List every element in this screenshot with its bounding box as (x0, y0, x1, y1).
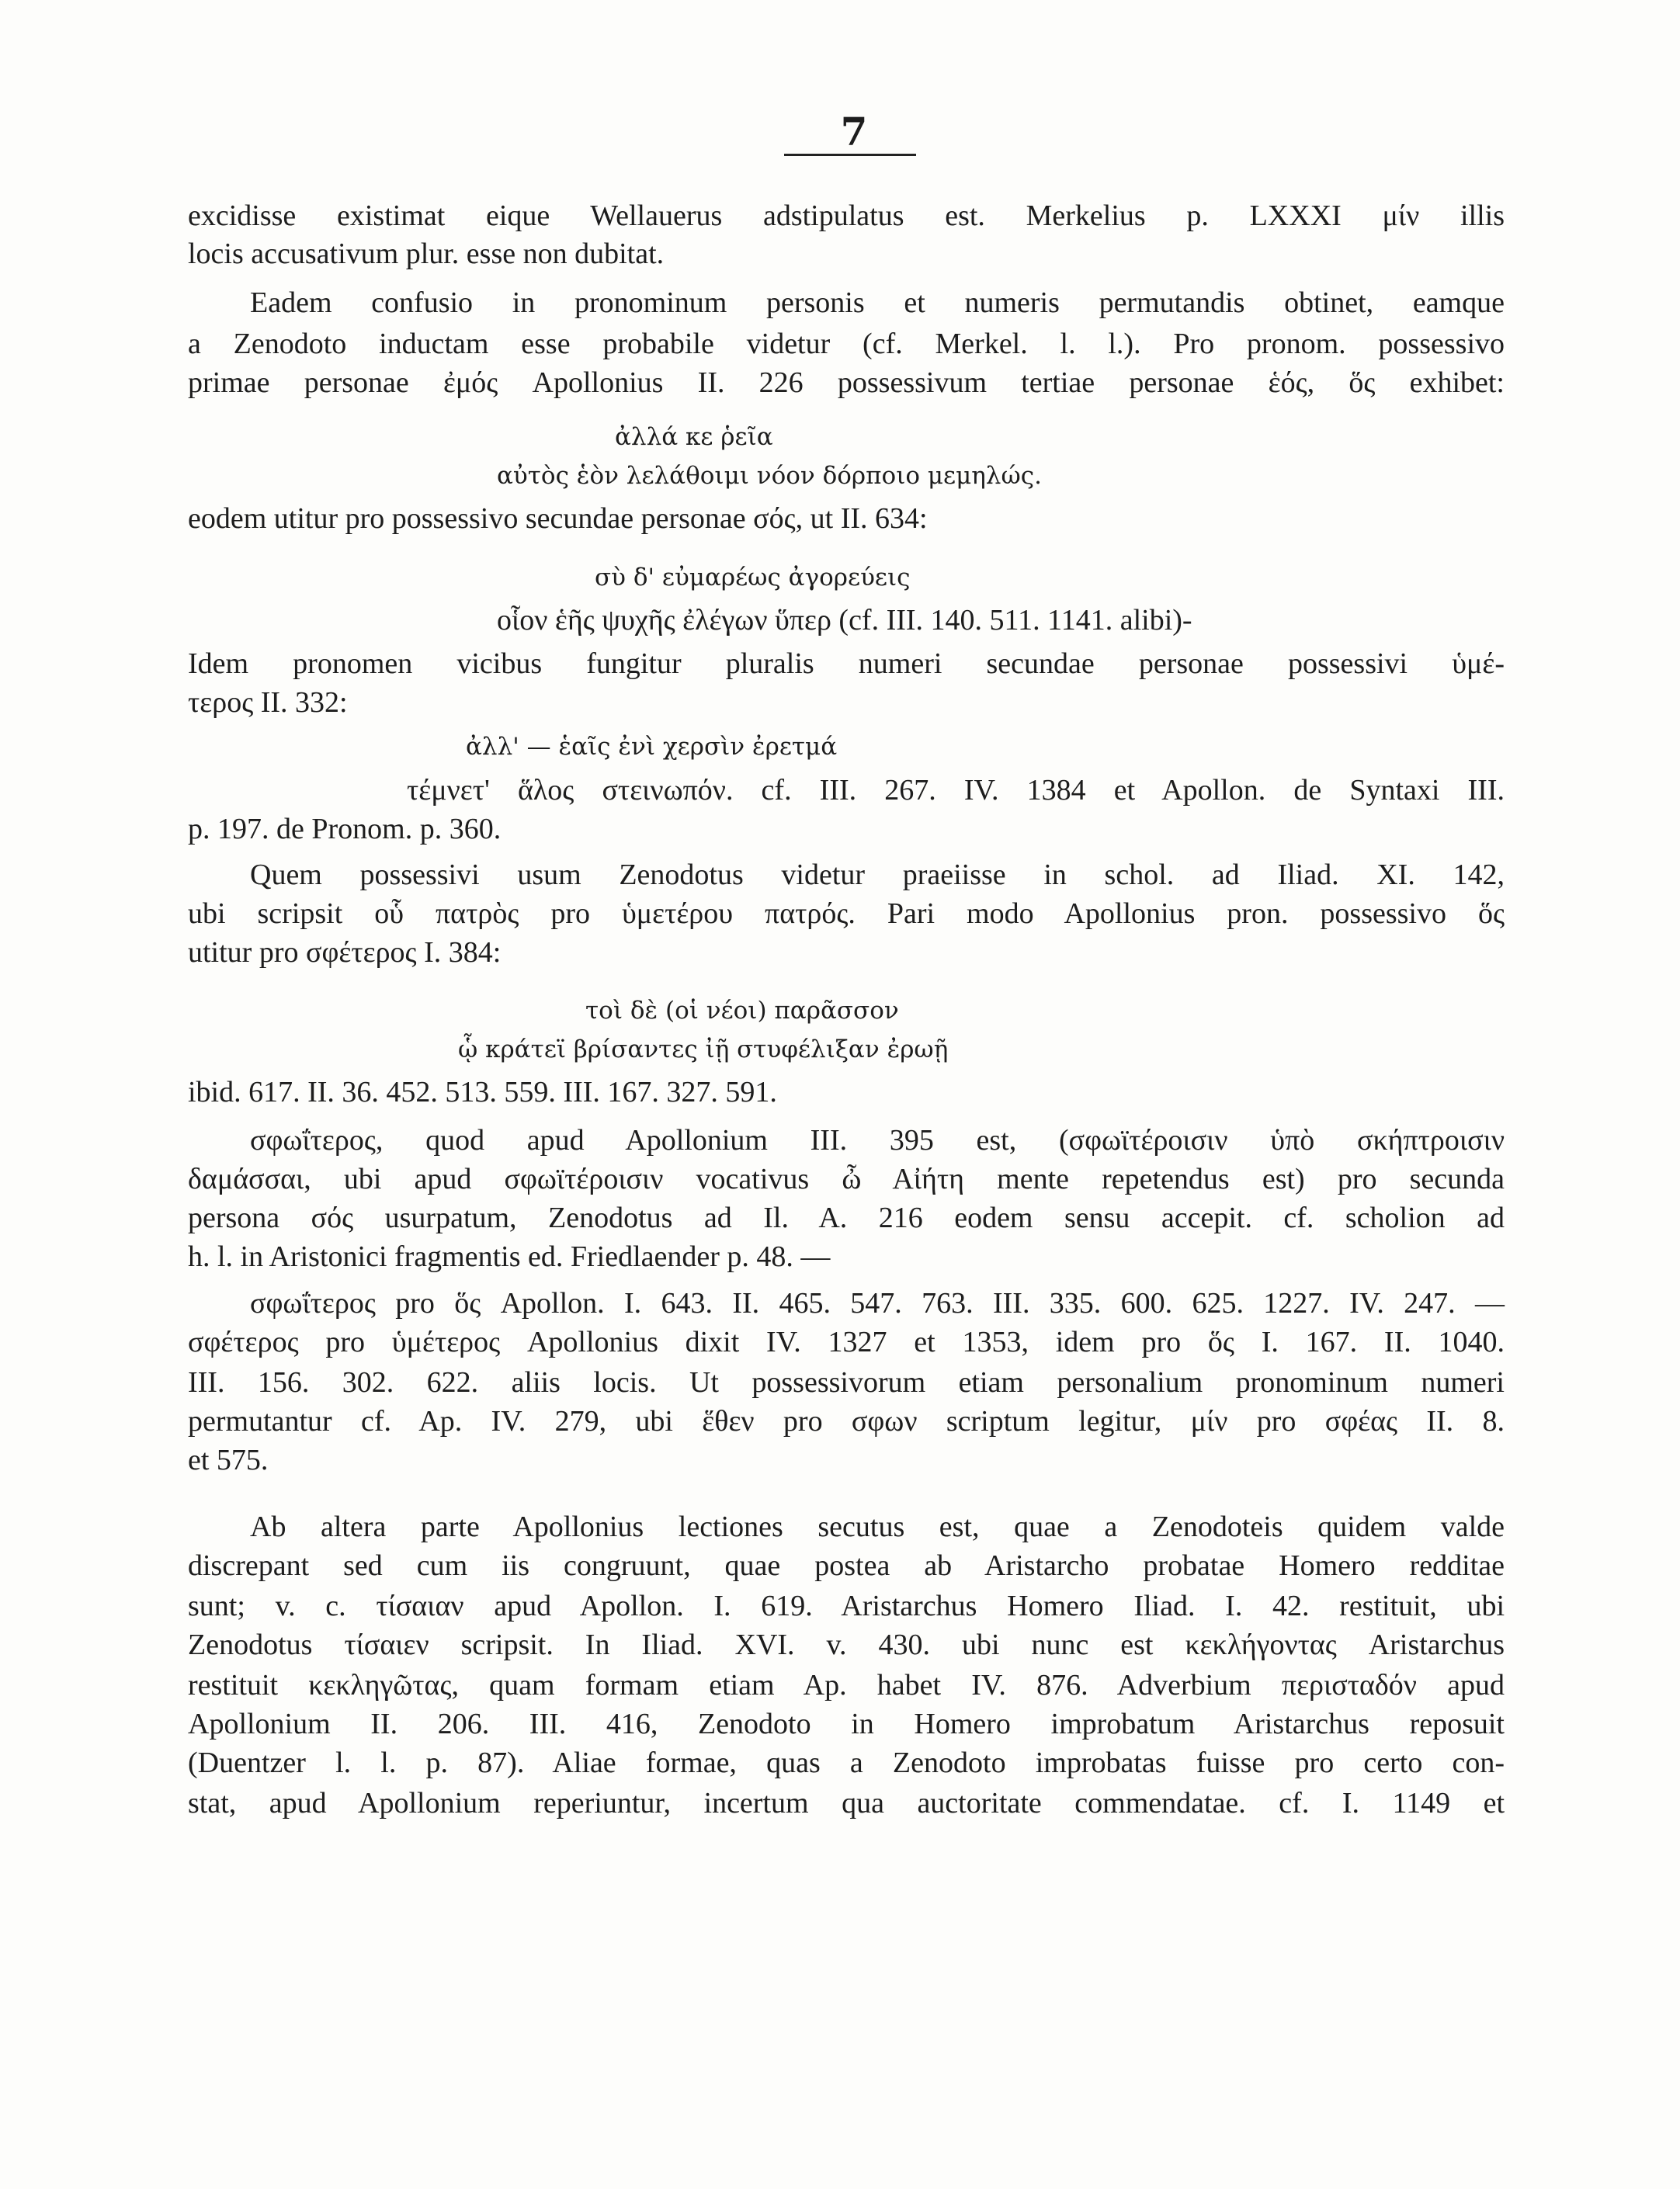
text-line: excidisse existimat eique Wellauerus adstipulatus est. Merkelius p. LXXXI μίν illis (188, 199, 1505, 232)
text-line: primae personae ἐμός Apollonius II. 226 possessivum tertiae personae ἑός, ὅς exhibet: (188, 366, 1505, 399)
text-line: discrepant sed cum iis congruunt, quae postea ab Aristarcho probatae Homero redditae (188, 1549, 1505, 1582)
text-line: Quem possessivi usum Zenodotus videtur praeiisse in schol. ad Iliad. XI. 142, (250, 859, 1505, 891)
text-line: a Zenodoto inductam esse probabile videtur (cf. Merkel. l. l.). Pro pronom. possessivo (188, 328, 1505, 360)
text-line: (Duentzer l. l. p. 87). Aliae formae, quas a Zenodoto improbatas fuisse pro certo con- (188, 1747, 1505, 1779)
page-number-rule (784, 154, 916, 156)
text-line: III. 156. 302. 622. aliis locis. Ut possessivorum etiam personalium pronominum numeri (188, 1366, 1505, 1399)
greek-quote-line: σὺ δ' εὐμαρέως ἀγορεύεις (595, 564, 911, 591)
text-line: σφωΐτερος pro ὅς Apollon. I. 643. II. 465. 547. 763. III. 335. 600. 625. 1227. IV. 247. — (250, 1287, 1505, 1320)
greek-quote-line: ἀλλ' — ἑαῖς ἐνὶ χερσὶν ἐρετμά (466, 733, 838, 761)
text-line: persona σός usurpatum, Zenodotus ad Il. A. 216 eodem sensu accepit. cf. scholion ad (188, 1202, 1505, 1234)
text-line: τερος II. 332: (188, 686, 348, 719)
text-line: Ab altera parte Apollonius lectiones secutus est, quae a Zenodoteis quidem valde (250, 1511, 1505, 1543)
greek-quote-line: τοὶ δὲ (οἱ νέοι) παρᾶσσον (585, 997, 899, 1025)
text-line: ubi scripsit οὗ πατρὸς pro ὑμετέρου πατρός. Pari modo Apollonius pron. possessivo ὅς (188, 897, 1505, 930)
text-line: Eadem confusio in pronominum personis et numeris permutandis obtinet, eamque (250, 286, 1505, 319)
text-line: τέμνετ' ἅλος στεινωπόν. cf. III. 267. IV. 1384 et Apollon. de Syntaxi III. (407, 774, 1505, 807)
text-line: Zenodotus τίσαιεν scripsit. In Iliad. XVI. v. 430. ubi nunc est κεκλήγοντας Aristarchus (188, 1629, 1505, 1661)
greek-quote-line: ἀλλά κε ῥεῖα (615, 423, 773, 451)
text-line: p. 197. de Pronom. p. 360. (188, 813, 502, 845)
text-line: σφέτερος pro ὑμέτερος Apollonius dixit IV. 1327 et 1353, idem pro ὅς I. 167. II. 1040. (188, 1326, 1505, 1358)
greek-quote-line: ᾧ κράτεϊ βρίσαντες ἰῇ στυφέλιξαν ἐρωῇ (458, 1036, 949, 1063)
text-line: Apollonium II. 206. III. 416, Zenodoto in Homero improbatum Aristarchus reposuit (188, 1708, 1505, 1740)
text-line: h. l. in Aristonici fragmentis ed. Friedlaender p. 48. — (188, 1240, 831, 1273)
text-line: ibid. 617. II. 36. 452. 513. 559. III. 167. 327. 591. (188, 1076, 777, 1108)
text-line: utitur pro σφέτερος I. 384: (188, 936, 502, 969)
text-line: δαμάσσαι, ubi apud σφωϊτέροισιν vocativus ὦ Αἰήτη mente repetendus est) pro secunda (188, 1163, 1505, 1195)
text-line: locis accusativum plur. esse non dubitat. (188, 238, 665, 270)
text-line: et 575. (188, 1444, 269, 1476)
text-line: σφωΐτερος, quod apud Apollonium III. 395 est, (σφωϊτέροισιν ὑπὸ σκήπτροισιν (250, 1124, 1505, 1157)
text-line: eodem utitur pro possessivo secundae personae σός, ut II. 634: (188, 502, 928, 535)
text-line: stat, apud Apollonium reperiuntur, incertum qua auctoritate commendatae. cf. I. 1149 et (188, 1787, 1505, 1820)
text-line: sunt; v. c. τίσαιαν apud Apollon. I. 619. Aristarchus Homero Iliad. I. 42. restituit, ubi (188, 1590, 1505, 1622)
greek-quote-line: αὐτὸς ἑὸν λελάθοιμι νόον δόρποιο μεμηλώς. (497, 462, 1042, 490)
text-line: οἷον ἑῆς ψυχῆς ἐλέγων ὕπερ (cf. III. 140. 511. 1141. alibi)- (497, 604, 1192, 637)
text-line: Idem pronomen vicibus fungitur pluralis numeri secundae personae possessivi ὑμέ- (188, 647, 1505, 680)
page-number: 7 (840, 109, 868, 154)
text-line: restituit κεκληγῶτας, quam formam etiam Ap. habet IV. 876. Adverbium περισταδόν apud (188, 1669, 1505, 1702)
text-line: permutantur cf. Ap. IV. 279, ubi ἕθεν pro σφων scriptum legitur, μίν pro σφέας II. 8. (188, 1405, 1505, 1438)
